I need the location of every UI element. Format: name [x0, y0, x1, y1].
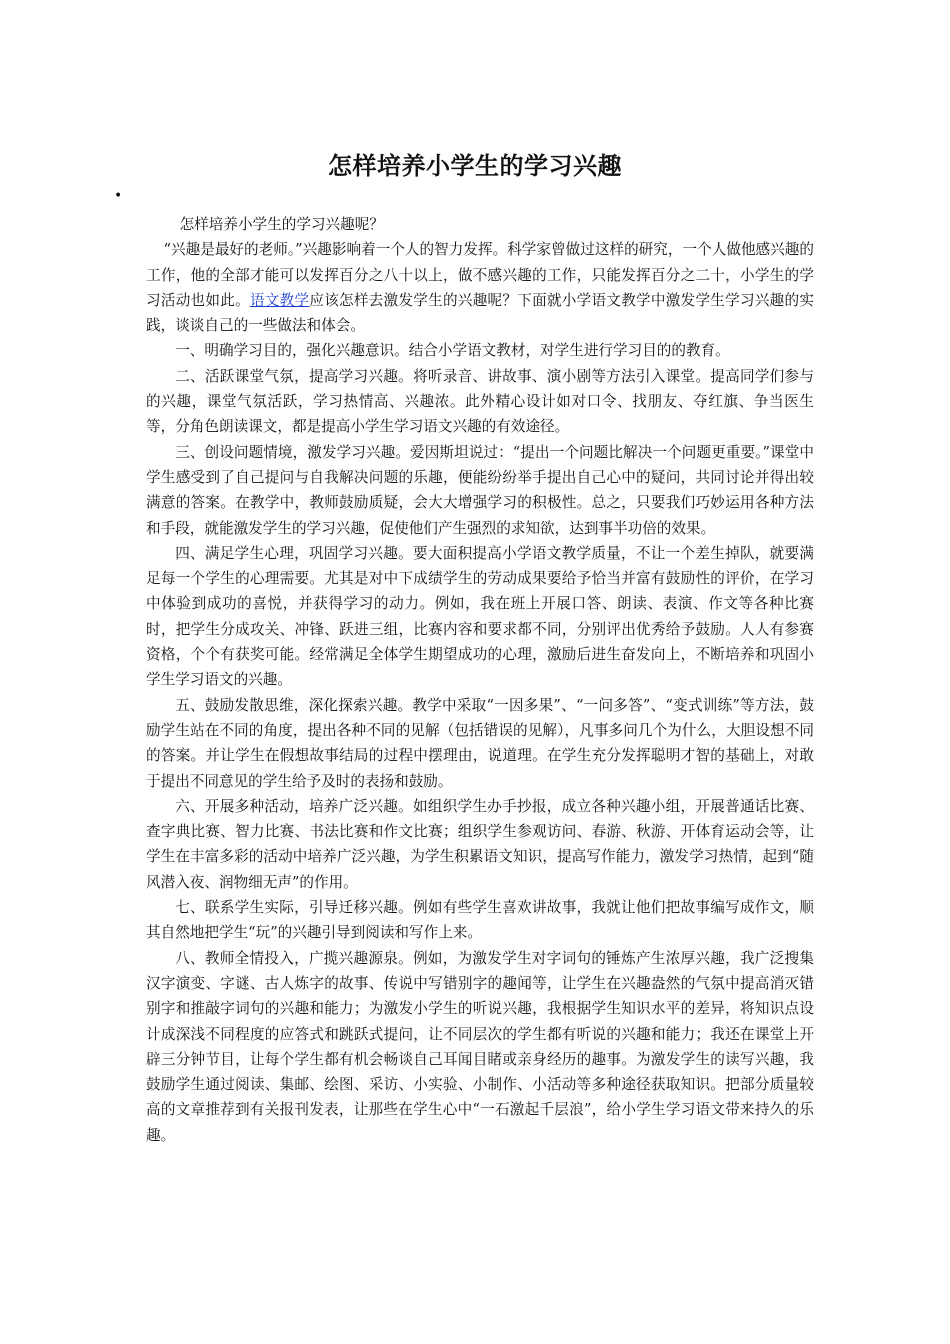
article-body: [146, 212, 814, 1148]
paragraph-point-7: 七、联系学生实际，引导迁移兴趣。例如有些学生喜欢讲故事，我就让他们把故事编写成作文，顺其自然地把学生“玩”的兴趣引导到阅读和写作上来。: [146, 899, 814, 942]
paragraph-intro-question: 怎样培养小学生的学习兴趣呢？: [179, 216, 384, 233]
paragraph-point-2: 二、活跃课堂气氛，提高学习兴趣。将听录音、讲故事、演小剧等方法引入课堂。提高同学们参与的兴趣，课堂气氛活跃，学习热情高、兴趣浓。此外精心设计如对口令、找朋友、夺红旗、争当医生等，分角色朗读课文，都是提高小学生学习语文兴趣的有效途径。: [146, 367, 814, 436]
paragraph-point-1: 一、明确学习目的，强化兴趣意识。结合小学语文教材，对学生进行学习目的的教育。: [175, 342, 730, 360]
bullet-marker: •: [114, 188, 123, 204]
chinese-teaching-link[interactable]: 语文教学: [249, 291, 310, 309]
paragraph-intro-text-before: “兴趣是最好的老师。”兴趣影响着一个人的智力发挥。科学家曾做过这样的研究，一个人做他感兴趣的工作，他的全部才能可以发挥百分之八十以上，做不感兴趣的工作，只能发挥百分之二十，小学生的学习活动也如此。: [146, 241, 814, 309]
paragraph-intro-text-after: 应该怎样去激发学生的兴趣呢？下面就小学语文教学中激发学生学习兴趣的实践，谈谈自己的一些做法和体会。: [146, 291, 814, 335]
paragraph-point-6: 六、开展多种活动，培养广泛兴趣。如组织学生办手抄报，成立各种兴趣小组，开展普通话比赛、查字典比赛、智力比赛、书法比赛和作文比赛；组织学生参观访问、春游、秋游、开体育运动会等，让学生在丰富多彩的活动中培养广泛兴趣，为学生积累语文知识，提高写作能力，激发学习热情，起到“随风潜入夜、润物细无声”的作用。: [146, 797, 814, 891]
paragraph-point-3: 三、创设问题情境，激发学习兴趣。爱因斯坦说过：“提出一个问题比解决一个问题更重要。”课堂中学生感受到了自己提问与自我解决问题的乐趣，便能纷纷举手提出自己心中的疑问，共同讨论并得出较满意的答案。在教学中，教师鼓励质疑，会大大增强学习的积极性。总之，只要我们巧妙运用各种方法和手段，就能激发学生的学习兴趣，促使他们产生强烈的求知欲，达到事半功倍的效果。: [146, 443, 814, 537]
paragraph-point-4: 四、满足学生心理，巩固学习兴趣。要大面积提高小学语文教学质量，不让一个差生掉队，就要满足每一个学生的心理需要。尤其是对中下成绩学生的劳动成果要给予恰当并富有鼓励性的评价，在学习中体验到成功的喜悦，并获得学习的动力。例如，我在班上开展口答、朗读、表演、作文等各种比赛时，把学生分成攻关、冲锋、跃进三组，比赛内容和要求都不同，分别评出优秀给予鼓励。人人有参赛资格，个个有获奖可能。经常满足全体学生期望成功的心理，激励后进生奋发向上，不断培养和巩固小学生学习语文的兴趣。: [146, 544, 814, 689]
page-title: 怎样培养小学生的学习兴趣: [328, 151, 622, 180]
paragraph-point-8: 八、教师全情投入，广揽兴趣源泉。例如，为激发学生对字词句的锤炼产生浓厚兴趣，我广泛搜集汉字演变、字谜、古人炼字的故事、传说中写错别字的趣闻等，让学生在兴趣盎然的气氛中提高消灭错别字和推敲字词句的兴趣和能力；为激发小学生的听说兴趣，我根据学生知识水平的差异，将知识点设计成深浅不同程度的应答式和跳跃式提问，让不同层次的学生都有听说的兴趣和能力；我还在课堂上开辟三分钟节目，让每个学生都有机会畅谈自己耳闻目睹或亲身经历的趣事。为激发学生的读写兴趣，我鼓励学生通过阅读、集邮、绘图、采访、小实验、小制作、小活动等多种途径获取知识。把部分质量较高的文章推荐到有关报刊发表，让那些在学生心中“一石激起千层浪”，给小学生学习语文带来持久的乐趣。: [146, 949, 814, 1144]
paragraph-point-5: 五、鼓励发散思维，深化探索兴趣。教学中采取“一因多果”、“一问多答”、“变式训练”等方法，鼓励学生站在不同的角度，提出各种不同的见解（包括错误的见解），凡事多问几个为什么，大胆设想不同的答案。并让学生在假想故事结局的过程中摆理由，说道理。在学生充分发挥聪明才智的基础上，对敢于提出不同意见的学生给予及时的表扬和鼓励。: [146, 696, 814, 790]
paragraph-intro: [146, 237, 814, 338]
